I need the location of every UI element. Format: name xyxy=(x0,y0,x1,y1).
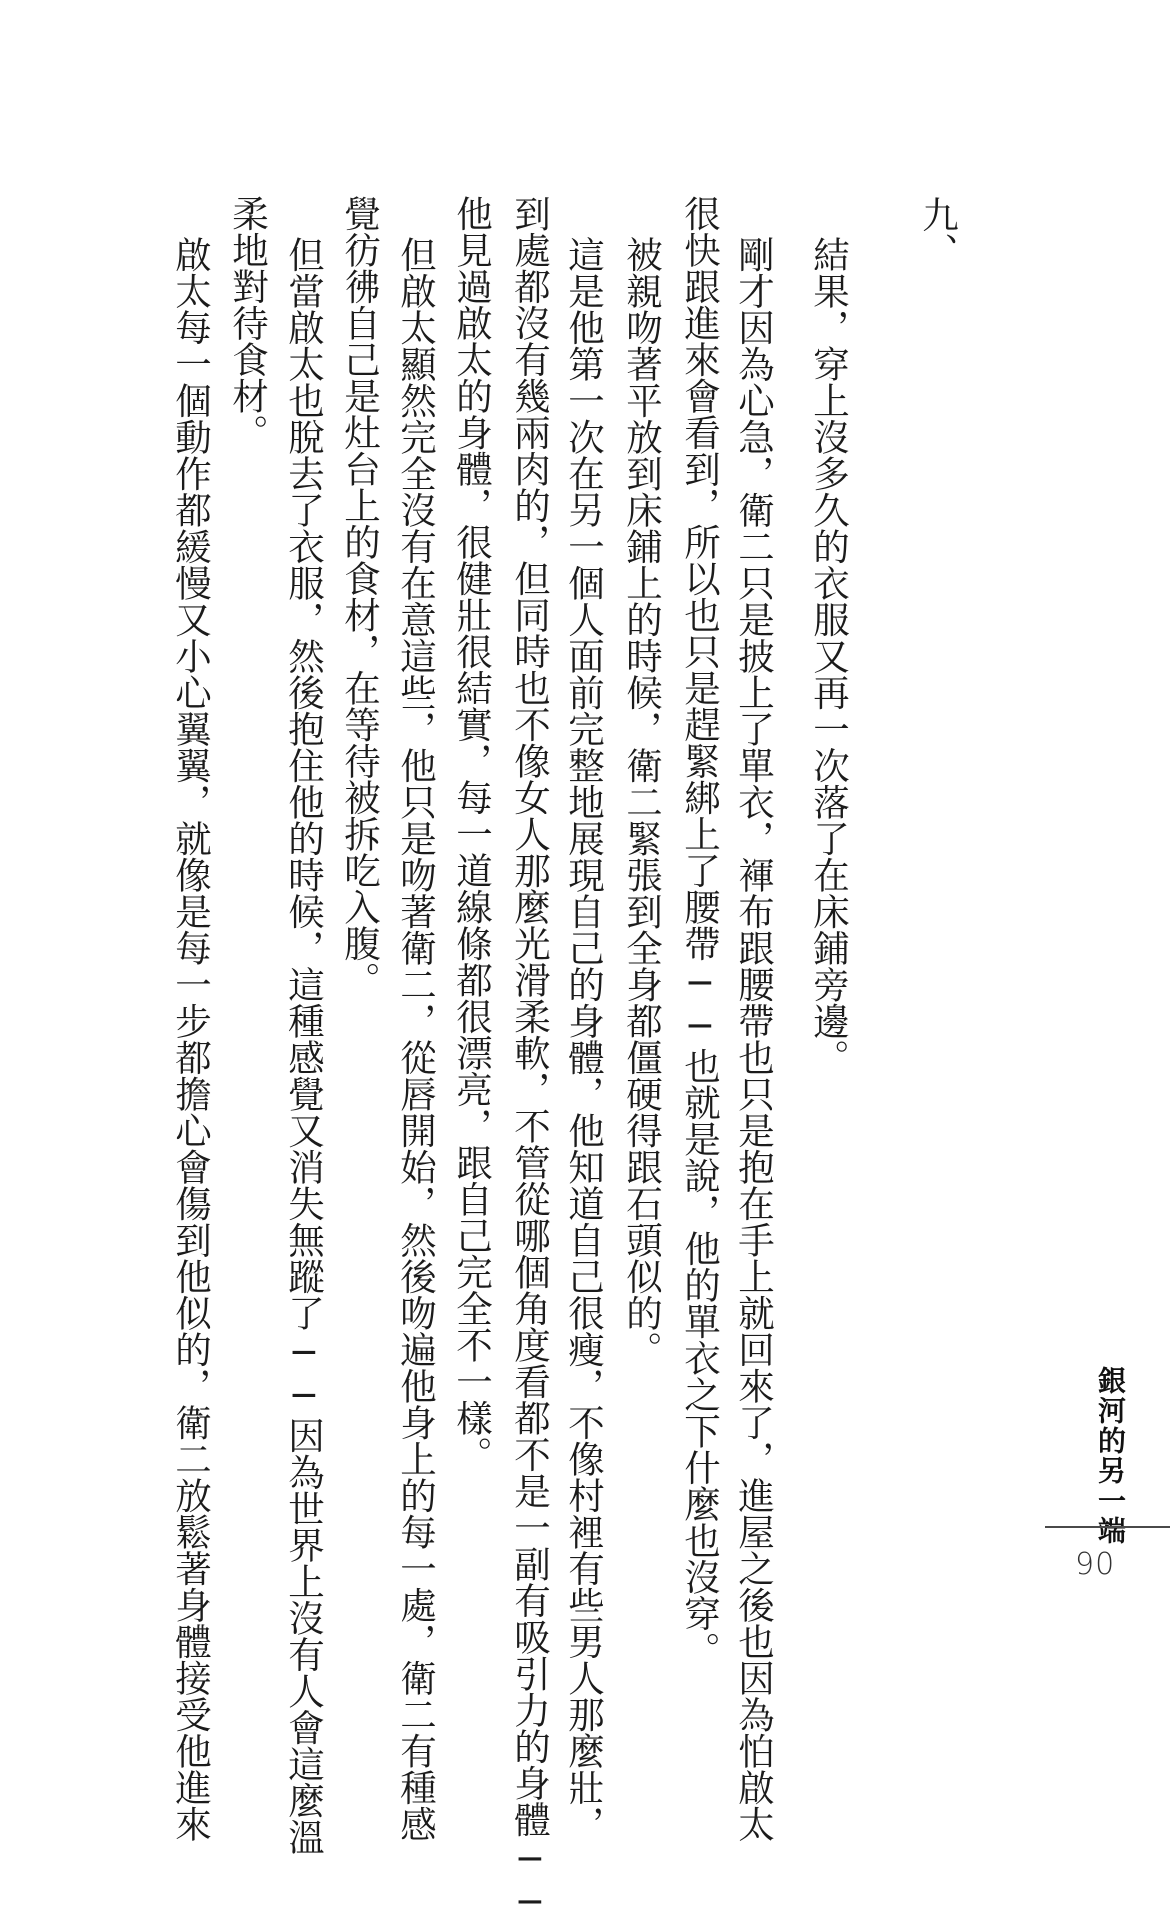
text-column-11: 柔地對待食材。 xyxy=(226,195,270,451)
page-number: 90 xyxy=(1075,1547,1116,1582)
text-column-3: 很快跟進來會看到，所以也只是趕緊綁上了腰帶──也就是說，他的單衣之下什麼也沒穿。 xyxy=(678,195,722,1668)
text-column-12: 啟太每一個動作都緩慢又小心翼翼，就像是每一步都擔心會傷到他似的，衛二放鬆著身體接受他進來 xyxy=(169,236,213,1842)
text-column-7: 他見過啟太的身體，很健壯很結實，每一道線條都很漂亮，跟自己完全不一樣。 xyxy=(450,195,494,1473)
text-column-2: 剛才因為心急，衛二只是披上了單衣，褌布跟腰帶也只是抱在手上就回來了，進屋之後也因為怕啟太 xyxy=(732,236,776,1842)
text-column-9: 覺彷彿自己是灶台上的食材，在等待被拆吃入腹。 xyxy=(338,195,382,998)
footer-rule xyxy=(1045,1526,1170,1528)
text-column-4: 被親吻著平放到床鋪上的時候，衛二緊張到全身都僵硬得跟石頭似的。 xyxy=(620,236,664,1368)
text-column-8: 但啟太顯然完全沒有在意這些，他只是吻著衛二，從唇開始，然後吻遍他身上的每一處，衛二有種感 xyxy=(394,236,438,1842)
text-column-10: 但當啟太也脫去了衣服，然後抱住他的時候，這種感覺又消失無蹤了──因為世界上沒有人會這麼溫 xyxy=(282,236,326,1855)
text-column-5: 這是他第一次在另一個人面前完整地展現自己的身體，他知道自己很瘦，不像村裡有些男人那麼壯， xyxy=(562,236,606,1842)
text-column-6: 到處都沒有幾兩肉的，但同時也不像女人那麼光滑柔軟，不管從哪個角度看都不是一副有吸引力的身體── xyxy=(508,195,552,1924)
book-title: 銀河的另一端 xyxy=(1094,1366,1127,1546)
text-column-1: 結果，穿上沒多久的衣服又再一次落了在床鋪旁邊。 xyxy=(807,236,851,1076)
chapter-heading: 九、 xyxy=(916,196,960,269)
